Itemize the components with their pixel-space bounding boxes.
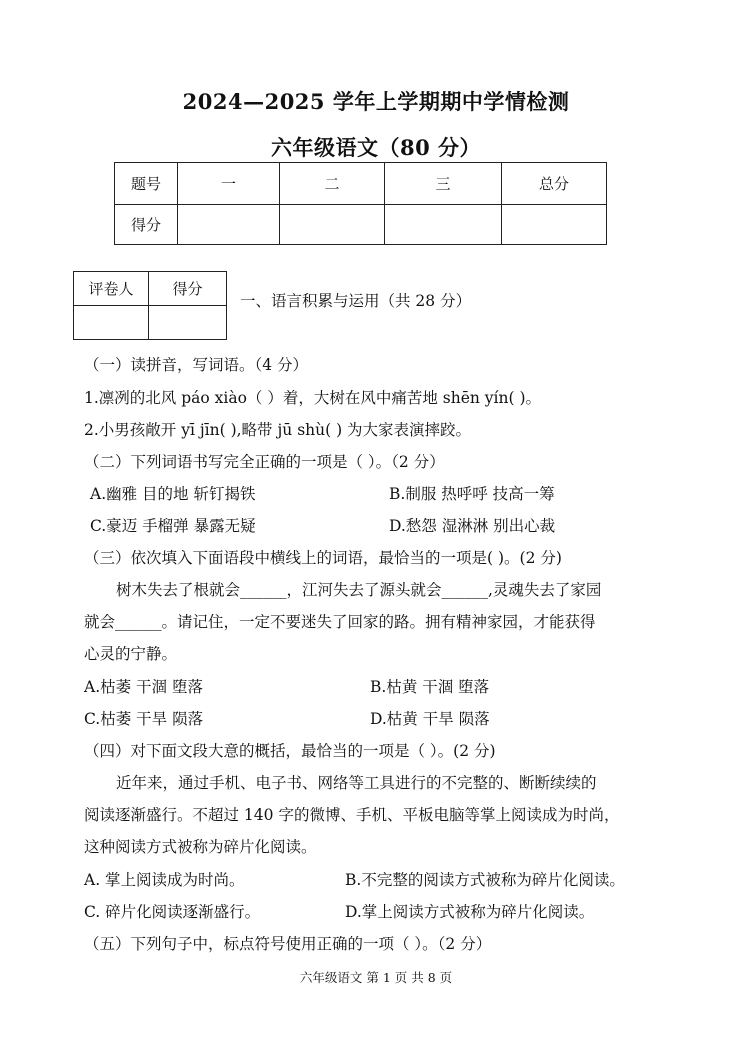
exam-title: 2024—2025 学年上学期期中学情检测 [182, 89, 570, 114]
score-cell[interactable] [385, 205, 502, 245]
score-table-header: 总分 [502, 163, 607, 205]
score-table-header: 一 [178, 163, 280, 205]
question-line: 1.凛冽的北风 páo xiào（ ）着，大树在风中痛苦地 shēn yín( )。 [84, 389, 542, 407]
option-d: D.愁怨 湿淋淋 别出心裁 [389, 517, 556, 535]
grader-header: 评卷人 [74, 272, 149, 306]
option-a: A.枯萎 干涸 堕落 [84, 678, 203, 696]
grader-cell[interactable] [149, 306, 227, 340]
score-cell[interactable] [280, 205, 385, 245]
score-table-header: 二 [280, 163, 385, 205]
option-c: C. 碎片化阅读逐渐盛行。 [84, 903, 261, 921]
passage-line: 近年来，通过手机、电子书、网络等工具进行的不完整的、断断续续的 [116, 774, 597, 792]
question-title: （二）下列词语书写完全正确的一项是（ ）。（2 分） [84, 453, 445, 471]
question-line: 2.小男孩敞开 yī jīn( ),略带 jū shù( ) 为大家表演摔跤。 [84, 421, 472, 439]
question-title: （四）对下面文段大意的概括，最恰当的一项是（ ）。(2 分) [84, 742, 496, 760]
passage-line: 这种阅读方式被称为碎片化阅读。 [84, 838, 317, 856]
exam-subtitle: 六年级语文（80 分） [270, 135, 482, 160]
passage-line: 就会______。请记住，一定不要迷失了回家的路。拥有精神家园，才能获得 [84, 613, 596, 631]
score-cell[interactable] [502, 205, 607, 245]
section-title: 一、语言积累与运用（共 28 分） [240, 292, 472, 310]
score-row-label: 得分 [115, 205, 178, 245]
passage-line: 树木失去了根就会______，江河失去了源头就会______,灵魂失去了家园 [116, 581, 602, 599]
grader-header: 得分 [149, 272, 227, 306]
option-c: C.豪迈 手榴弹 暴露无疑 [90, 517, 256, 535]
score-table-header: 三 [385, 163, 502, 205]
page-footer: 六年级语文 第 1 页 共 8 页 [299, 970, 453, 985]
question-title: （五）下列句子中，标点符号使用正确的一项（ ）。（2 分） [84, 935, 492, 953]
grader-cell[interactable] [74, 306, 149, 340]
option-b: B.不完整的阅读方式被称为碎片化阅读。 [345, 871, 625, 889]
option-d: D.掌上阅读方式被称为碎片化阅读。 [345, 903, 595, 921]
option-b: B.枯黄 干涸 堕落 [370, 678, 490, 696]
passage-line: 心灵的宁静。 [84, 645, 178, 663]
question-title: （一）读拼音，写词语。（4 分） [84, 356, 309, 374]
option-a: A. 掌上阅读成为时尚。 [84, 871, 245, 889]
option-a: A.幽雅 目的地 斩钉揭铁 [90, 485, 256, 503]
grader-table [73, 271, 227, 340]
question-title: （三）依次填入下面语段中横线上的词语，最恰当的一项是( )。(2 分) [84, 549, 562, 567]
option-c: C.枯萎 干旱 陨落 [84, 710, 204, 728]
passage-line: 阅读逐渐盛行。不超过 140 字的微博、手机、平板电脑等掌上阅读成为时尚， [84, 806, 620, 824]
option-b: B.制服 热呼呼 技高一筹 [389, 485, 555, 503]
option-d: D.枯黄 干旱 陨落 [370, 710, 490, 728]
score-cell[interactable] [178, 205, 280, 245]
score-table-header: 题号 [115, 163, 178, 205]
score-table [114, 162, 607, 245]
